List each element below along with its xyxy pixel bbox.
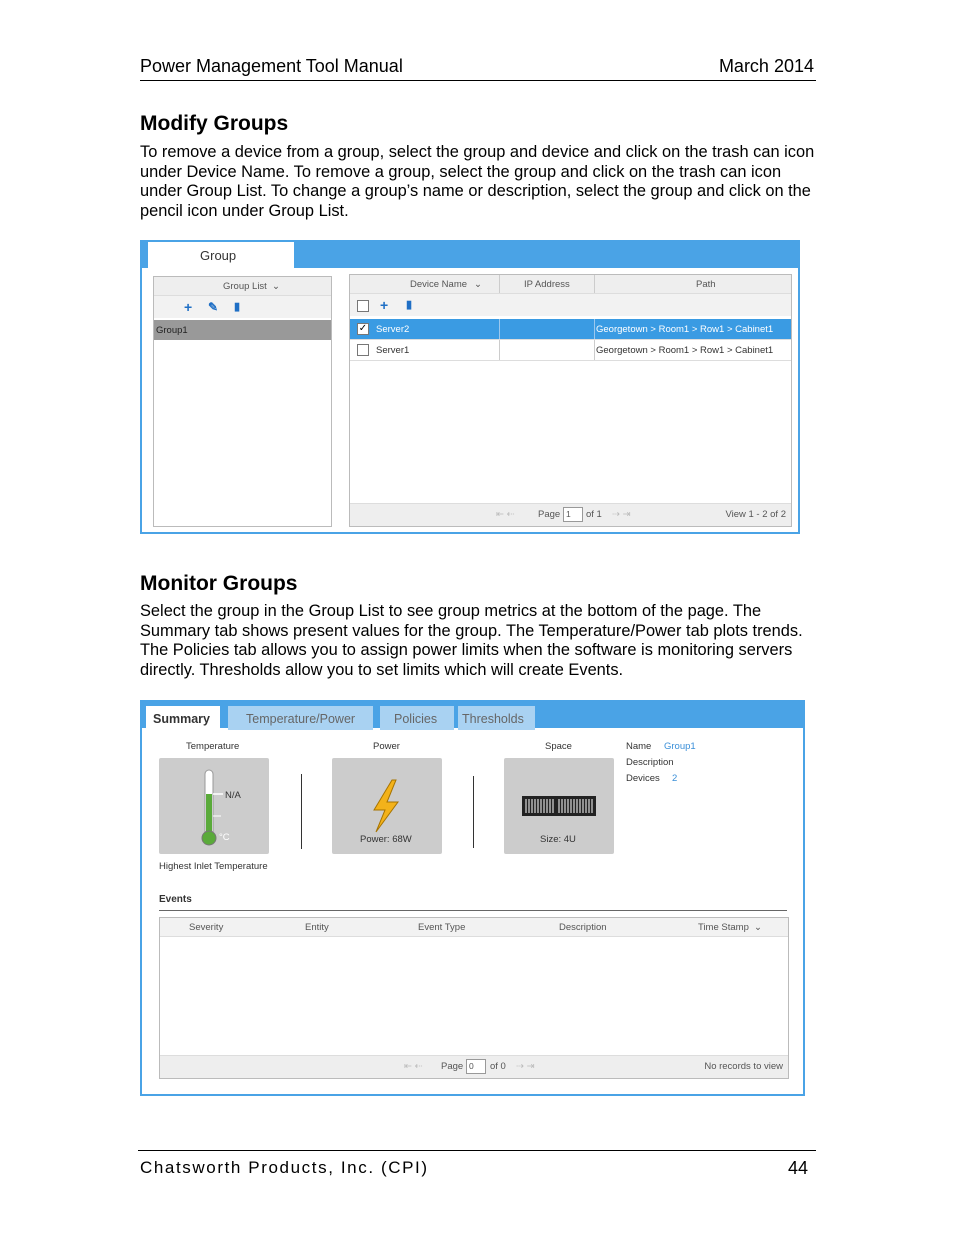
group-list-header-label: Group List xyxy=(223,281,267,292)
space-label: Space xyxy=(545,741,572,752)
info-name-label: Name xyxy=(626,741,652,752)
page-input[interactable] xyxy=(563,507,583,522)
sort-icon: ⌄ xyxy=(754,922,762,933)
tab-policies-label: Policies xyxy=(394,712,438,726)
group-list-header[interactable] xyxy=(154,277,331,296)
tab-temperature-power-label: Temperature/Power xyxy=(246,712,356,726)
manual-title: Power Management Tool Manual xyxy=(140,56,403,76)
device-name-cell: Server2 xyxy=(376,324,410,335)
divider xyxy=(473,776,474,848)
col-divider xyxy=(594,340,595,360)
tab-policies[interactable] xyxy=(380,706,454,730)
page-input[interactable] xyxy=(466,1059,486,1074)
tab-summary-label: Summary xyxy=(153,712,210,726)
section-body-modify-groups: To remove a device from a group, select the group and device and click on the trash can icon under Device Name. To remove a group, select the group and click on the trash can icon under Group List. To change a group’s name or description, select the group and click on the pencil icon under Group List. xyxy=(140,143,815,221)
group-list-toolbar xyxy=(154,296,331,318)
col-ip-address[interactable]: IP Address xyxy=(524,279,570,290)
pager-status: No records to view xyxy=(704,1061,783,1072)
page-number: 44 xyxy=(788,1158,809,1178)
add-device-icon[interactable]: + xyxy=(380,297,389,313)
col-description[interactable]: Description xyxy=(559,922,607,933)
events-rule xyxy=(159,910,787,911)
col-severity[interactable]: Severity xyxy=(189,922,224,933)
power-tile xyxy=(332,758,442,854)
pager-next-last-icons[interactable]: ⇢ ⇥ xyxy=(516,1061,535,1072)
power-value: Power: 68W xyxy=(360,834,412,845)
delete-trash-icon[interactable]: ▮ xyxy=(234,301,241,313)
col-divider xyxy=(594,275,595,293)
info-devices-value: 2 xyxy=(672,773,678,784)
page-input-value: 1 xyxy=(566,509,571,519)
device-grid-header xyxy=(350,275,791,294)
col-divider xyxy=(499,275,500,293)
pager-next-last-icons[interactable]: ⇢ ⇥ xyxy=(612,509,631,520)
thermometer-icon xyxy=(159,758,269,854)
sort-icon: ⌄ xyxy=(272,281,280,292)
page-input-value: 0 xyxy=(469,1061,474,1071)
tab-group[interactable] xyxy=(148,242,294,270)
delete-trash-icon[interactable]: ▮ xyxy=(406,299,413,311)
section-heading-modify-groups: Modify Groups xyxy=(140,112,289,135)
summary-screenshot xyxy=(140,700,805,1096)
page-header xyxy=(140,56,816,81)
space-tile xyxy=(504,758,614,854)
pager-of: of 0 xyxy=(490,1061,506,1072)
temperature-tile xyxy=(159,758,269,854)
col-divider xyxy=(594,319,595,339)
col-device-name[interactable]: Device Name xyxy=(410,279,468,290)
group-name: Group1 xyxy=(156,325,188,336)
info-devices-label: Devices xyxy=(626,773,660,784)
section-body-monitor-groups: Select the group in the Group List to see group metrics at the bottom of the page. The Summary tab shows present values for the group. The Temperature/Power tab plots trends. The Policies tab allows you to assign power limits when the software is monitoring servers directly. Thresholds allow you to set limits which will create Events. xyxy=(140,602,803,680)
group-row[interactable] xyxy=(154,320,331,340)
temperature-label: Temperature xyxy=(186,741,240,752)
section-heading-monitor-groups: Monitor Groups xyxy=(140,572,298,595)
pager-page-label: Page xyxy=(441,1061,464,1072)
col-entity[interactable]: Entity xyxy=(305,922,329,933)
device-grid xyxy=(349,274,792,527)
device-pager xyxy=(350,503,791,526)
row-checkbox[interactable] xyxy=(357,344,369,356)
tab-thresholds[interactable] xyxy=(458,706,535,730)
pager-first-prev-icons[interactable]: ⇤ ⇠ xyxy=(404,1061,423,1072)
group-list-panel xyxy=(153,276,332,527)
divider xyxy=(301,774,302,849)
group-screenshot xyxy=(140,240,800,534)
col-time-stamp[interactable]: Time Stamp xyxy=(698,922,749,933)
temperature-value: N/A xyxy=(225,790,241,801)
manual-date: March 2014 xyxy=(718,56,814,76)
path-cell: Georgetown > Room1 > Row1 > Cabinet1 xyxy=(596,345,774,356)
row-checkbox-checked[interactable]: ✓ xyxy=(358,323,368,334)
events-pager xyxy=(160,1055,788,1078)
path-cell: Georgetown > Room1 > Row1 > Cabinet1 xyxy=(596,324,774,335)
add-group-icon[interactable]: + xyxy=(184,299,193,315)
info-description-label: Description xyxy=(626,757,674,768)
events-grid xyxy=(159,917,789,1079)
tab-temperature-power[interactable] xyxy=(228,706,373,730)
pager-view-count: View 1 - 2 of 2 xyxy=(725,509,786,520)
device-toolbar xyxy=(350,294,791,316)
events-title: Events xyxy=(159,894,192,905)
info-name-value: Group1 xyxy=(664,741,696,752)
table-row[interactable] xyxy=(350,340,791,361)
pager-page-label: Page xyxy=(538,509,561,520)
events-grid-header xyxy=(160,918,788,937)
footer-rule xyxy=(138,1150,816,1151)
temperature-caption: Highest Inlet Temperature xyxy=(159,861,268,872)
sort-icon: ⌄ xyxy=(474,279,482,290)
tab-summary[interactable] xyxy=(146,706,220,730)
footer-company: Chatsworth Products, Inc. (CPI) xyxy=(140,1158,429,1177)
space-value: Size: 4U xyxy=(540,834,576,845)
edit-pencil-icon[interactable]: ✎ xyxy=(208,300,219,314)
pager-first-prev-icons[interactable]: ⇤ ⇠ xyxy=(496,509,515,520)
temperature-unit: °C xyxy=(219,832,230,843)
col-event-type[interactable]: Event Type xyxy=(418,922,466,933)
power-label: Power xyxy=(373,741,400,752)
col-divider xyxy=(499,340,500,360)
tab-thresholds-label: Thresholds xyxy=(462,712,524,726)
table-row[interactable] xyxy=(350,319,791,340)
col-divider xyxy=(499,319,500,339)
col-path[interactable]: Path xyxy=(696,279,716,290)
device-name-cell: Server1 xyxy=(376,345,410,356)
select-all-checkbox[interactable] xyxy=(357,300,369,312)
pager-of: of 1 xyxy=(586,509,602,520)
tab-group-label: Group xyxy=(200,248,237,263)
